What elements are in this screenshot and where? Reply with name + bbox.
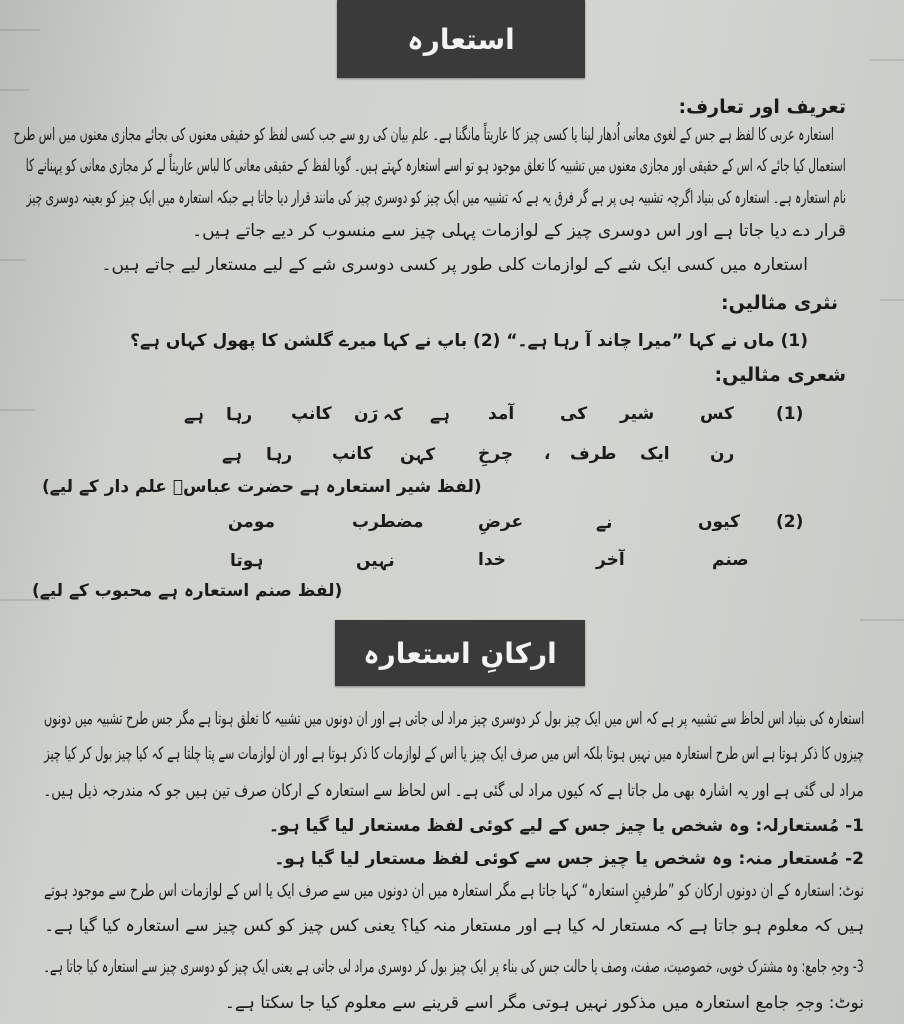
- poem-word: مضطرب: [352, 512, 424, 532]
- note-line: نوٹ: وجہِ جامع استعارہ میں مذکور نہیں ہوتی مگر اسے قرینے سے معلوم کیا جا سکتا ہے۔: [224, 993, 864, 1013]
- poem-number: (2): [776, 512, 804, 532]
- poem-word: رہا: [266, 445, 293, 465]
- body-line: استعارہ کی بنیاد اس لحاظ سے تشبیہ پر ہے کہ اس میں ایک چیز بول کر دوسری چیز مراد لی جاتی ہے اور ان دونوں میں تشبیہ کا تعلق ہوتا ہے مگر جس طرح تشبیہ میں دونوں: [43, 709, 864, 729]
- prose-heading: نثری مثالیں:: [721, 292, 838, 314]
- poem-word: نہیں: [356, 551, 395, 571]
- poem-word: کانپ: [291, 404, 332, 424]
- list-item: 3- وجہِ جامع: وہ مشترک خوبی، خصوصیت، صفت، وصف یا حالت جس کی بناء پر ایک چیز بول کر دوسری مراد لی جاتی ہے یعنی ایک چیز کو دوسری چیز سے استعارہ کیا جاتا ہے۔: [43, 957, 864, 977]
- poem-note: (لفظ صنم استعارہ ہے محبوب کے لیے): [32, 581, 343, 601]
- poem-word: کانپ: [332, 444, 373, 464]
- poem-word: کیوں: [698, 512, 740, 532]
- poem-word: عرضِ: [478, 512, 524, 532]
- poem-word: طرف: [570, 444, 617, 464]
- poem-word: خدا: [478, 550, 506, 570]
- poem-word: ایک: [640, 444, 670, 464]
- section-title-banner: [337, 0, 585, 78]
- poem-word: ہے: [430, 405, 450, 425]
- poem-word: آمد: [488, 404, 515, 424]
- note-line: نوٹ: استعارہ کے ان دونوں ارکان کو ”طرفینِ استعارہ“ کہا جاتا ہے مگر استعارہ میں ان دونوں میں سے صرف ایک یا اس کے لوازمات اس طرح سے موجود ہوتے: [44, 881, 864, 901]
- poem-word: ہے: [184, 405, 204, 425]
- poem-word: رہا: [226, 405, 253, 425]
- poem-word: رن: [710, 444, 735, 464]
- poem-word: ،: [544, 444, 551, 464]
- poem-word: آخر: [596, 550, 625, 570]
- intro-line: استعارہ میں کسی ایک شے کے لوازمات کلی طور پر کسی دوسری شے کے لیے مستعار لیے جاتے ہیں۔: [101, 255, 808, 275]
- list-item: 1- مُستعارلہ: وہ شخص یا چیز جس کے لیے کوئی لفظ مستعار لیا گیا ہو۔: [268, 816, 864, 836]
- poem-word: کی: [560, 404, 588, 424]
- note-line: ہیں کہ معلوم ہو جاتا ہے کہ مستعار لہ کیا ہے اور مستعار منہ کیا؟ یعنی کس چیز کو کس چیز سے استعارہ کیا گیا ہے۔: [44, 916, 864, 936]
- poem-word: کہن: [400, 445, 436, 465]
- body-line: مراد لی گئی ہے اور یہ اشارہ بھی مل جاتا ہے کہ کیوں مراد لی گئی ہے۔ اس لحاظ سے استعارہ کے ارکان صرف تین ہیں جو کہ مندرجہ ذیل ہیں۔: [43, 781, 864, 801]
- intro-line: استعمال کیا جائے کہ اس کے حقیقی اور مجازی معنوں میں تشبیہ کا تعلق موجود ہو تو اسے استعارہ کہتے ہیں۔ گویا لفظ کے حقیقی معانی کا لباس عاریتاً لے کر مجازی معانی کو پہنانے کا: [26, 156, 846, 176]
- poem-word: چرخِ: [478, 444, 514, 464]
- section-title: استعارہ: [407, 22, 515, 56]
- poem-word: رَن: [354, 404, 379, 424]
- poem-word: کہ: [383, 405, 403, 425]
- poem-word: صنم: [712, 550, 749, 570]
- prose-example: (1) ماں نے کہا ”میرا چاند آ رہا ہے۔“ (2) باپ نے کہا میرے گلشن کا پھول کہاں ہے؟: [130, 331, 808, 351]
- poem-word: ہے: [222, 445, 242, 465]
- poem-word: شیر: [620, 404, 655, 424]
- intro-line: نام استعارہ ہے۔ استعارہ کی بنیاد اگرچہ تشبیہ ہی پر ہے گر فرق یہ ہے کہ تشبیہ میں ایک چیز کو دوسری چیز کی مانند قرار دیا جاتا ہے جبکہ استعارہ میں ایک چیز کو بعینہ دوسری چیز: [26, 188, 846, 208]
- poem-word: مومن: [228, 512, 276, 532]
- intro-heading: تعریف اور تعارف:: [678, 96, 846, 118]
- intro-line: استعارہ عربی کا لفظ ہے جس کے لغوی معانی اُدھار لینا یا کسی چیز کا عاریتاً مانگنا ہے۔ علم بیان کی رو سے جب کسی لفظ کو حقیقی معنوں کی بجائے مجازی معنوں میں اس طرح: [13, 125, 834, 145]
- section-title-banner: [335, 620, 585, 686]
- list-item: 2- مُستعار منہ: وہ شخص یا چیز جس سے کوئی لفظ مستعار لیا گیا ہو۔: [274, 849, 864, 869]
- poem-word: کس: [700, 404, 734, 424]
- poem-number: (1): [776, 404, 804, 424]
- poetry-heading: شعری مثالیں:: [714, 364, 846, 386]
- body-line: چیزوں کا ذکر ہوتا ہے اس طرح استعارہ میں نہیں ہوتا بلکہ اس میں صرف ایک چیز یا اس کے لوازمات کا ذکر ہوتا ہے اور ان لوازمات سے پتا چلتا ہے کہ کیا چیز بول کر کیا چیز: [44, 744, 864, 764]
- poem-note: (لفظ شیر استعارہ ہے حضرت عباسؓ علم دار کے لیے): [42, 477, 482, 497]
- intro-line: قرار دے دیا جاتا ہے اور اس دوسری چیز کے لوازمات پہلی چیز سے منسوب کر دیے جاتے ہیں۔: [192, 221, 846, 241]
- poem-word: ہوتا: [230, 551, 264, 571]
- poem-word: نے: [596, 513, 613, 533]
- section-title: ارکانِ استعارہ: [363, 636, 557, 670]
